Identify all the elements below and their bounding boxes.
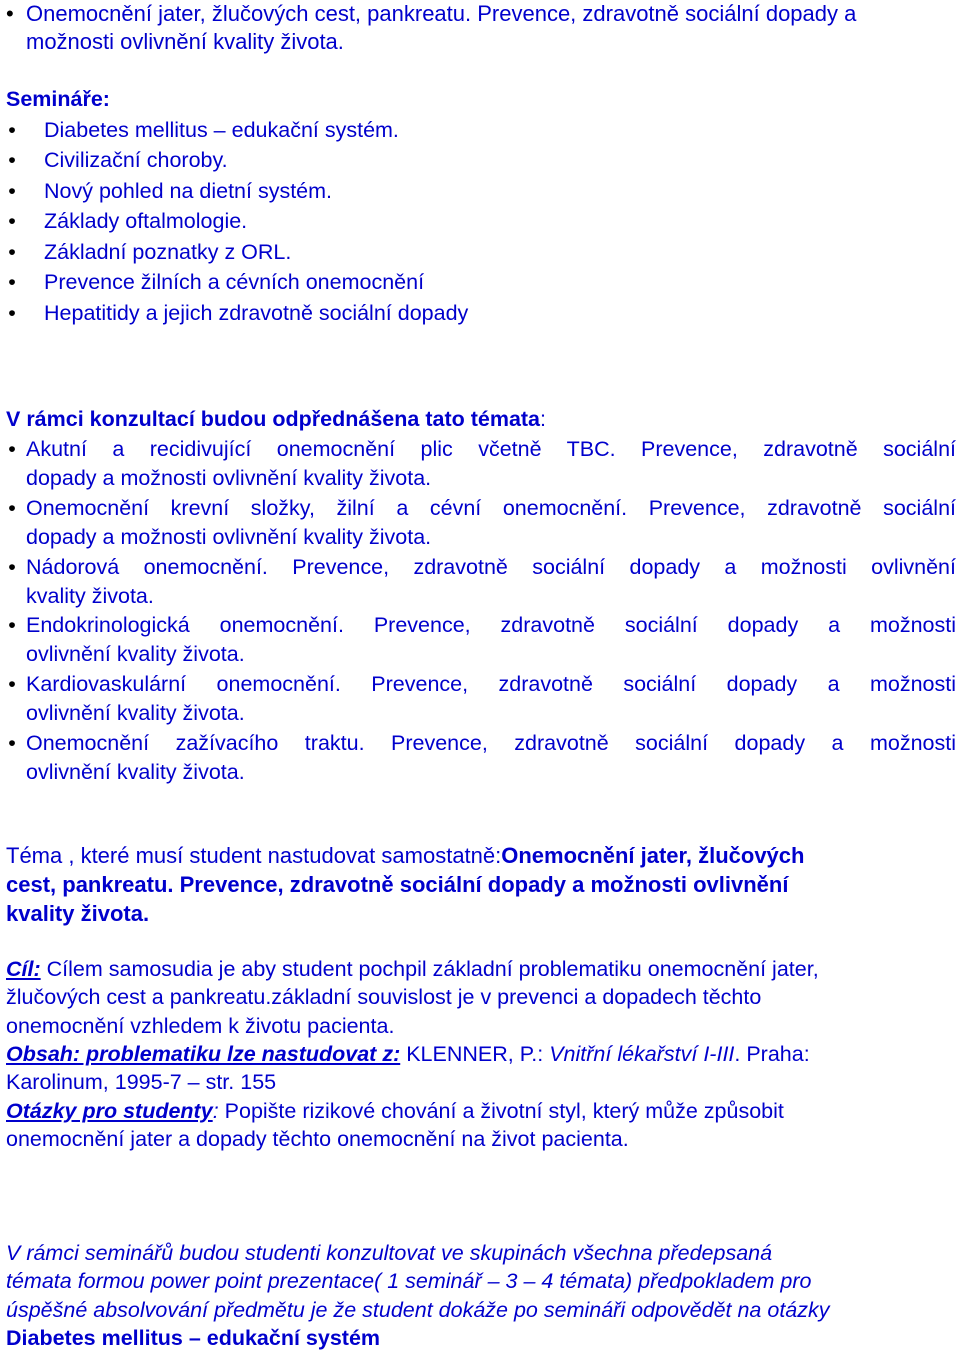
intro-line-2: možnosti ovlivnění kvality života. — [26, 29, 344, 54]
seminar-label: Nový pohled na dietní systém. — [44, 178, 333, 203]
list-item — [0, 267, 468, 298]
seminars-heading: Semináře: — [6, 87, 110, 111]
list-item — [0, 145, 468, 176]
consultations-heading-colon: : — [540, 407, 546, 431]
goal-line-3: onemocnění vzhledem k životu pacienta. — [6, 1013, 395, 1038]
bullet: • — [6, 1, 14, 26]
bullet: • — [8, 178, 16, 203]
bullet: • — [8, 117, 16, 142]
topic-line-1: Onemocnění krevní složky, žilní a cévní onemocnění. Prevence, zdravotně sociální — [26, 496, 956, 520]
content-book-title: Vnitřní lékařství I-III — [549, 1041, 735, 1066]
bullet: • — [8, 555, 16, 579]
questions-line-2: onemocnění jater a dopady těchto onemocnění na život pacienta. — [6, 1126, 629, 1151]
closing-line-2: témata formou power point prezentace( 1 seminář – 3 – 4 témata) předpokladem pro — [6, 1269, 812, 1294]
theme-title-part-2: cest, pankreatu. Prevence, zdravotně sociální dopady a možnosti ovlivnění — [6, 872, 789, 897]
content-line-1 — [6, 1040, 810, 1068]
list-item — [0, 298, 468, 329]
topic-line-2: ovlivnění kvality života. — [26, 642, 245, 666]
topic-line-1: Endokrinologická onemocnění. Prevence, zdravotně sociální dopady a možnosti — [26, 613, 956, 637]
seminar-label: Základy oftalmologie. — [44, 209, 248, 233]
topic-line-2: ovlivnění kvality života. — [26, 701, 245, 725]
content-line-2: Karolinum, 1995-7 – str. 155 — [6, 1070, 277, 1095]
list-item — [0, 206, 468, 237]
seminar-label: Prevence žilních a cévních onemocnění — [44, 270, 425, 294]
questions-line-1 — [6, 1097, 784, 1125]
list-item — [0, 237, 468, 268]
bullet: • — [8, 300, 16, 325]
goal-text: Cílem samosudia je aby student pochpil základní problematiku onemocnění jater, — [40, 957, 819, 981]
bullet: • — [8, 613, 16, 637]
topic-line-2: dopady a možnosti ovlivnění kvality života. — [26, 525, 432, 549]
consultations-heading-text: V rámci konzultací budou odpřednášena tato témata — [6, 407, 541, 431]
questions-label: Otázky pro studenty — [6, 1098, 213, 1123]
topic-line-1: Nádorová onemocnění. Prevence, zdravotně sociální dopady a možnosti ovlivnění — [26, 555, 956, 579]
theme-title-part-1: Onemocnění jater, žlučových — [501, 843, 805, 868]
questions-text: Popište rizikové chování a životní styl, který může způsobit — [218, 1098, 784, 1123]
closing-line-3: úspěšné absolvování předmětu je že student dokáže po semináři odpovědět na otázky — [6, 1297, 830, 1322]
topic-line-2: dopady a možnosti ovlivnění kvality života. — [26, 466, 432, 490]
list-item — [0, 176, 468, 207]
seminar-label: Civilizační choroby. — [44, 148, 228, 172]
intro-line-1: Onemocnění jater, žlučových cest, pankreatu. Prevence, zdravotně sociální dopady a — [26, 1, 857, 26]
goal-line-2: žlučových cest a pankreatu.základní souvislost je v prevenci a dopadech těchto — [6, 985, 762, 1010]
goal-label: Cíl: — [6, 957, 41, 981]
topic-line-1: Onemocnění zažívacího traktu. Prevence, zdravotně sociální dopady a možnosti — [26, 731, 956, 755]
seminar-label: Základní poznatky z ORL. — [44, 239, 292, 264]
theme-line-1 — [6, 841, 804, 870]
content-publisher: . Praha: — [734, 1041, 810, 1066]
bullet: • — [8, 209, 16, 233]
bullet: • — [8, 496, 16, 520]
bullet: • — [8, 672, 16, 696]
content-author: KLENNER, P.: — [400, 1041, 550, 1066]
theme-prefix: Téma , které musí student nastudovat samostatně: — [6, 843, 502, 868]
theme-title-part-3: kvality života. — [6, 901, 150, 926]
bullet: • — [8, 270, 16, 294]
closing-line-4: Diabetes mellitus – edukační systém — [6, 1325, 381, 1350]
topic-line-2: ovlivnění kvality života. — [26, 760, 245, 784]
bullet: • — [8, 239, 16, 264]
bullet: • — [8, 731, 16, 755]
closing-line-1: V rámci seminářů budou studenti konzultovat ve skupinách všechna předepsaná — [6, 1241, 773, 1265]
bullet: • — [8, 148, 16, 172]
topic-line-2: kvality života. — [26, 584, 154, 608]
seminars-list — [0, 115, 468, 329]
topic-line-1: Kardiovaskulární onemocnění. Prevence, zdravotně sociální dopady a možnosti — [26, 672, 956, 696]
topic-line-1: Akutní a recidivující onemocnění plic včetně TBC. Prevence, zdravotně sociální — [26, 437, 956, 461]
content-label: Obsah: problematiku lze nastudovat z: — [6, 1041, 401, 1066]
goal-line-1 — [6, 955, 819, 983]
consultations-heading — [6, 405, 546, 434]
seminar-label: Hepatitidy a jejich zdravotně sociální dopady — [44, 300, 469, 325]
questions-colon: : — [212, 1098, 219, 1123]
bullet: • — [8, 437, 16, 461]
seminar-label: Diabetes mellitus – edukační systém. — [44, 117, 399, 142]
list-item — [0, 115, 468, 146]
